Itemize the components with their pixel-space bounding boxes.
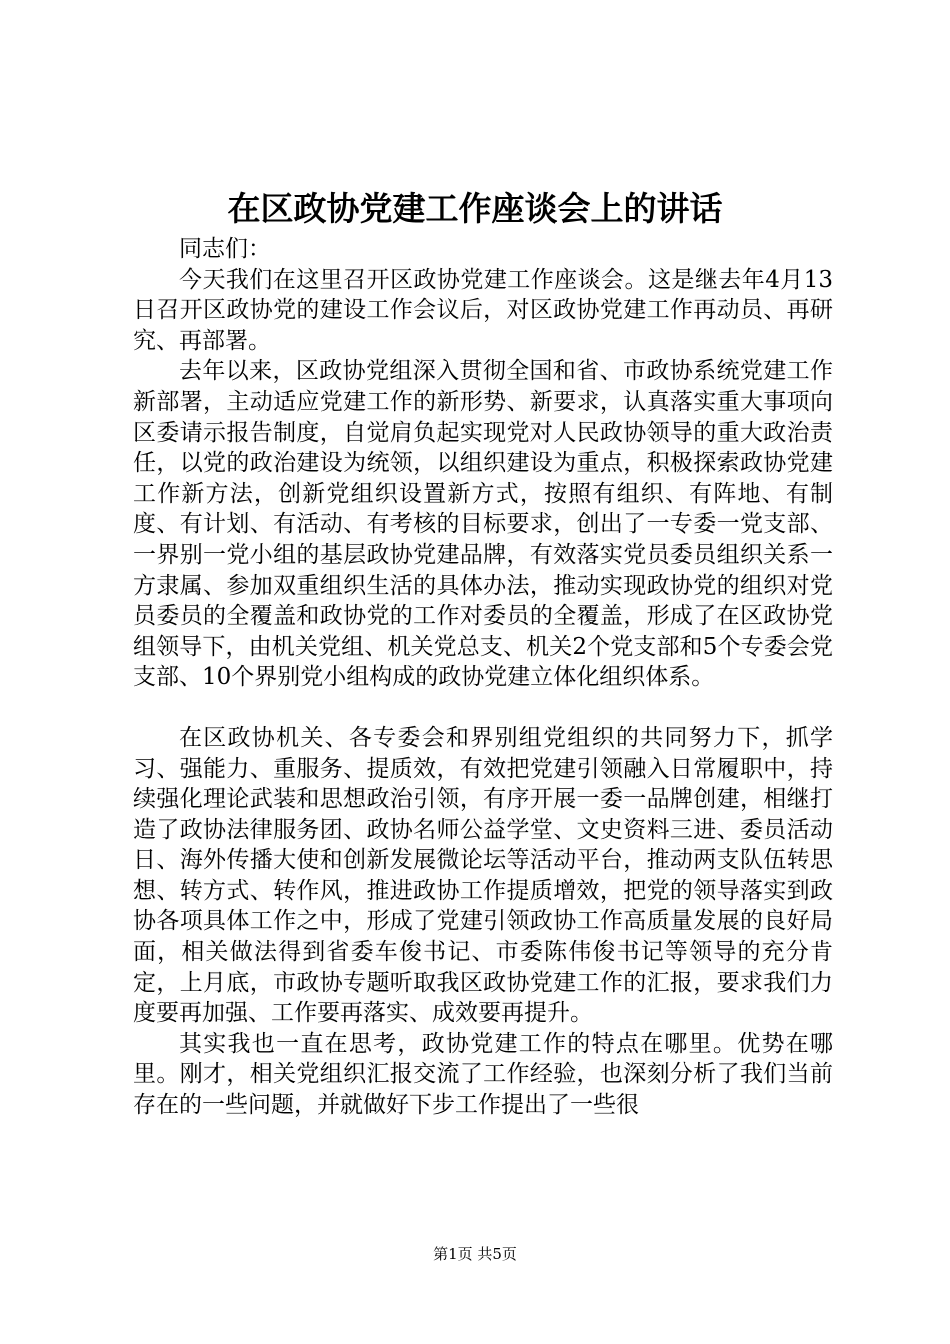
- document-title: 在区政协党建工作座谈会上的讲话: [227, 189, 723, 228]
- body-paragraph: 其实我也一直在思考，政协党建工作的特点在哪里。优势在哪里。刚才，相关党组织汇报交流了工作经验，也深刻分析了我们当前存在的一些问题，并就做好下步工作提出了一些很: [133, 1030, 833, 1119]
- salutation-paragraph: 同志们：: [179, 236, 271, 262]
- page-footer: 第1页 共5页: [433, 1245, 517, 1263]
- body-paragraph: 在区政协机关、各专委会和界别组党组织的共同努力下，抓学习、强能力、重服务、提质效，有效把党建引领融入日常履职中，持续强化理论武装和思想政治引领，有序开展一委一品牌创建，相继打造了政协法律服务团、政协名师公益学堂、文史资料三进、委员活动日、海外传播大使和创新发展微论坛等活动平台，推动两支队伍转思想、转方式、转作风，推进政协工作提质增效，把党的领导落实到政协各项具体工作之中，形成了党建引领政协工作高质量发展的良好局面，相关做法得到省委车俊书记、市委陈伟俊书记等领导的充分肯定，上月底，市政协专题听取我区政协党建工作的汇报，要求我们力度要再加强、工作要再落实、成效要再提升。: [133, 724, 833, 1027]
- body-paragraph: 去年以来，区政协党组深入贯彻全国和省、市政协系统党建工作新部署，主动适应党建工作的新形势、新要求，认真落实重大事项向区委请示报告制度，自觉肩负起实现党对人民政协领导的重大政治责任，以党的政治建设为统领，以组织建设为重点，积极探索政协党建工作新方法，创新党组织设置新方式，按照有组织、有阵地、有制度、有计划、有活动、有考核的目标要求，创出了一专委一党支部、一界别一党小组的基层政协党建品牌，有效落实党员委员组织关系一方隶属、参加双重组织生活的具体办法，推动实现政协党的组织对党员委员的全覆盖和政协党的工作对委员的全覆盖，形成了在区政协党组领导下，由机关党组、机关党总支、机关2个党支部和5个专委会党支部、10个界别党小组构成的政协党建立体化组织体系。: [133, 358, 833, 691]
- document-body: [133, 234, 833, 1121]
- body-paragraph: 今天我们在这里召开区政协党建工作座谈会。这是继去年4月13日召开区政协党的建设工作会议后，对区政协党建工作再动员、再研究、再部署。: [133, 266, 833, 354]
